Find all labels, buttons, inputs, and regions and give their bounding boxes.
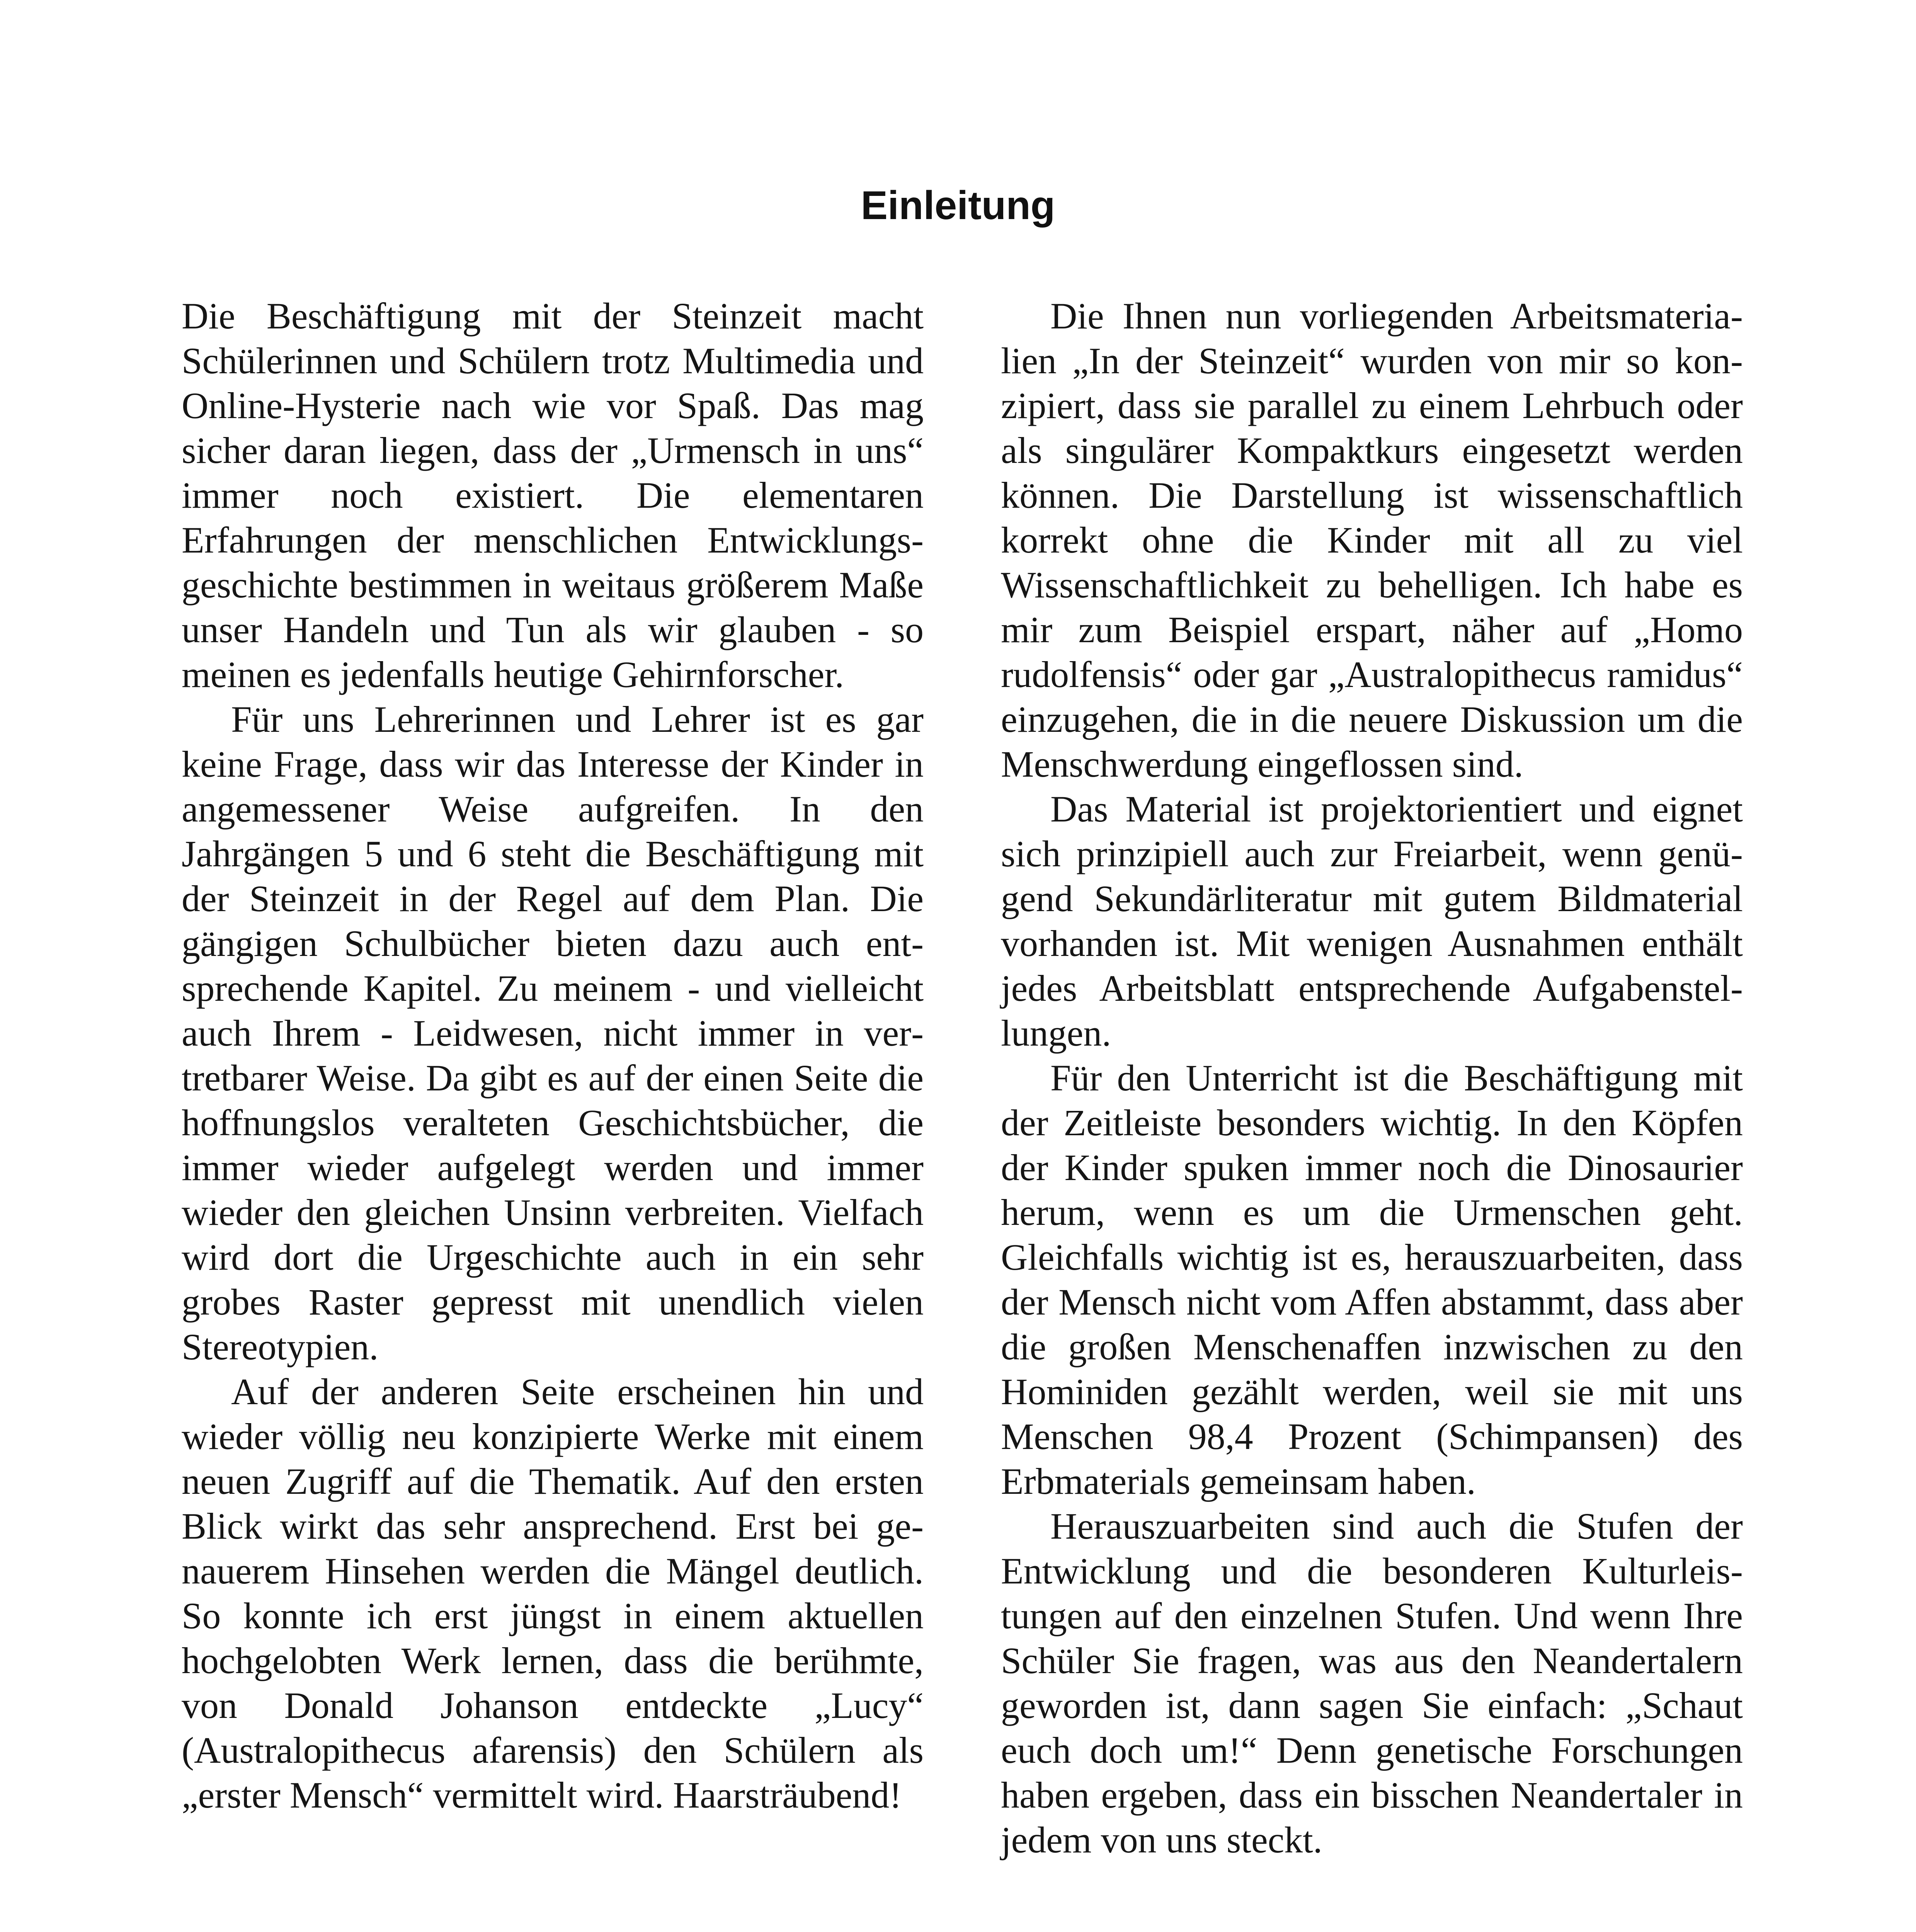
page-title: Einleitung	[861, 183, 1055, 228]
paragraph: Herauszuarbeiten sind auch die Stufen der Entwicklung und die besonderen Kulturleistungen auf den einzelnen Stufen. Und wenn Ihre Schüler Sie fragen, was aus den Neandertalern geworden ist, dann sagen Sie einfach: „Schaut euch doch um!“ Denn genetische Forschungen haben ergeben, dass ein bisschen Neandertaler in jedem von uns steckt.	[1001, 1505, 1743, 1861]
paragraph: Das Material ist projektorientiert und eignet sich prinzipiell auch zur Freiarbeit, wenn genügend Sekundärliteratur mit gutem Bildmaterial vorhanden ist. Mit wenigen Ausnahmen enthält jedes Arbeitsblatt entsprechende Aufgabenstellungen.	[1001, 788, 1743, 1054]
paragraph: Auf der anderen Seite erscheinen hin und wieder völlig neu konzipierte Werke mit einem neuen Zugriff auf die Thematik. Auf den ersten Blick wirkt das sehr ansprechend. Erst bei genauerem Hinsehen werden die Mängel deutlich. So konnte ich erst jüngst in einem aktuellen hochgelobten Werk lernen, dass die berühmte, von Donald Johanson entdeckte „Lucy“ (Australopithecus afarensis) den Schülern als „erster Mensch“ vermittelt wird. Haarsträubend!	[182, 1371, 924, 1816]
paragraph: Die Ihnen nun vorliegenden Arbeitsmaterialien „In der Steinzeit“ wurden von mir so konzipiert, dass sie parallel zu einem Lehrbuch oder als singulärer Kompaktkurs eingesetzt werden können. Die Darstellung ist wissenschaftlich korrekt ohne die Kinder mit all zu viel Wissenschaftlichkeit zu behelligen. Ich habe es mir zum Beispiel erspart, näher auf „Homo rudolfensis“ oder gar „Australopithecus ramidus“ einzugehen, die in die neuere Diskussion um die Menschwerdung eingeflossen sind.	[1001, 295, 1743, 785]
paragraph: Die Beschäftigung mit der Steinzeit macht Schülerinnen und Schülern trotz Multimedia und Online-Hysterie nach wie vor Spaß. Das mag sicher daran liegen, dass der „Urmensch in uns“ immer noch existiert. Die elementaren Erfahrungen der menschlichen Entwicklungsgeschichte bestimmen in weitaus größerem Maße unser Handeln und Tun als wir glauben - so meinen es jedenfalls heutige Gehirnforscher.	[182, 295, 924, 695]
paragraph: Für den Unterricht ist die Beschäftigung mit der Zeitleiste besonders wichtig. In den Köpfen der Kinder spuken immer noch die Dinosaurier herum, wenn es um die Urmenschen geht. Gleichfalls wichtig ist es, herauszuarbeiten, dass der Mensch nicht vom Affen abstammt, dass aber die großen Menschenaffen inzwischen zu den Hominiden gezählt werden, weil sie mit uns Menschen 98,4 Prozent (Schimpansen) des Erbmaterials gemeinsam haben.	[1001, 1057, 1743, 1502]
left-text-column	[182, 294, 924, 1818]
paragraph: Für uns Lehrerinnen und Lehrer ist es gar keine Frage, dass wir das Interesse der Kinder in angemessener Weise aufgreifen. In den Jahrgängen 5 und 6 steht die Beschäftigung mit der Steinzeit in der Regel auf dem Plan. Die gängigen Schulbücher bieten dazu auch entsprechende Kapitel. Zu meinem - und vielleicht auch Ihrem - Leidwesen, nicht immer in vertretbarer Weise. Da gibt es auf der einen Seite die hoffnungslos veralteten Geschichtsbücher, die immer wieder aufgelegt werden und immer wieder den gleichen Unsinn verbreiten. Vielfach wird dort die Urgeschichte auch in ein sehr grobes Raster gepresst mit unendlich vielen Stereotypien.	[182, 699, 924, 1367]
right-text-column	[1001, 294, 1743, 1862]
